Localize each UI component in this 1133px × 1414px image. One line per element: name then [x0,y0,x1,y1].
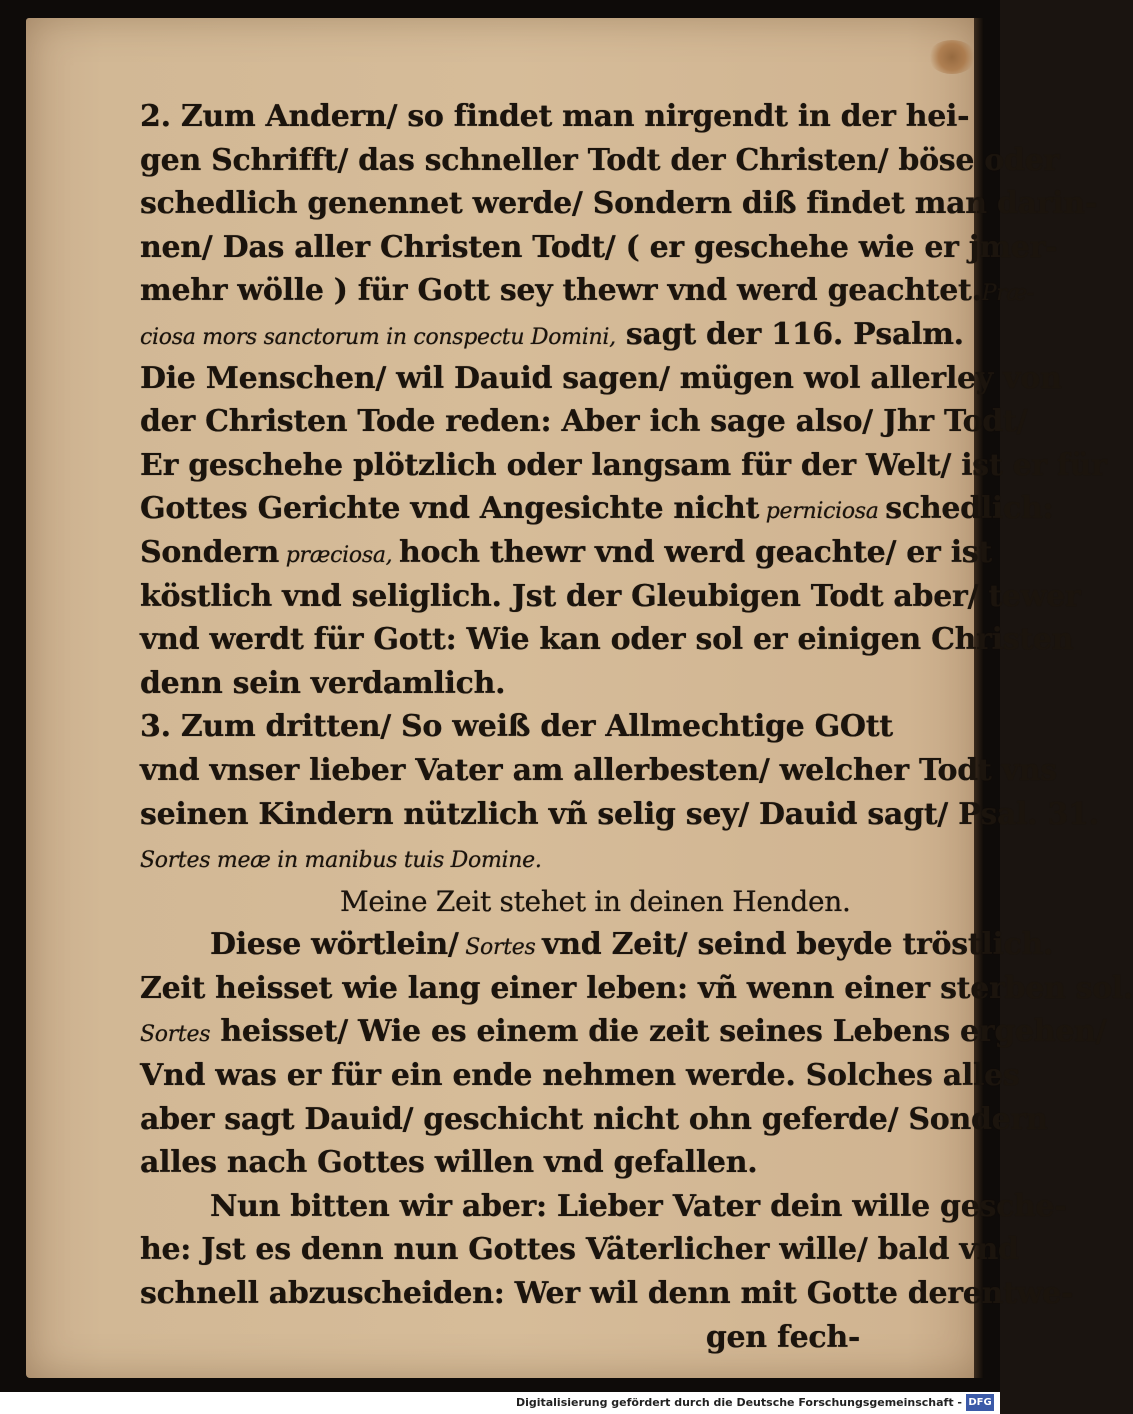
text-run: mehr wölle ) für Gott sey thewr vnd werd geachtet. [140,273,982,309]
text-run: denn sein verdamlich. [140,665,506,701]
text-run: köstlich vnd seliglich. Jst der Gleubigen Todt aber/ tewer [140,578,1081,614]
text-run: gen fech- [705,1319,860,1355]
latin-phrase: Sortes [458,935,543,961]
text-run: Gottes Gerichte vnd Angesichte nicht [140,491,760,527]
text-line [140,531,992,575]
text-run: gen Schrifft/ das schneller Todt der Christen/ böse oder [140,142,1059,178]
text-line [140,749,1057,793]
text-line [140,575,1081,619]
text-run: Nun bitten wir aber: Lieber Vater dein wille gesche- [210,1188,1067,1224]
text-run: Die Menschen/ wil Dauid sagen/ mügen wol allerley von [140,360,1062,396]
text-run: seinen Kindern nützlich vñ selig sey/ Dauid sagt/ Psal. 31. [140,796,1099,832]
latin-phrase: Sortes meæ in manibus tuis Domine. [140,848,542,874]
text-line [140,487,1054,531]
text-line [140,357,1062,401]
text-run: he: Jst es denn nun Gottes Väterlicher wille/ bald vnd [140,1232,1019,1268]
text-line [140,1098,1048,1142]
text-run: Diese wörtlein/ [210,927,459,963]
text-line [140,269,1034,313]
text-run: vnd Zeit/ seind beyde tröstlich. [542,927,1054,963]
text-run: alles nach Gottes willen vnd gefallen. [140,1145,758,1181]
text-run: schedlich: [885,491,1054,527]
text-line [140,182,1098,226]
text-run: sagt der 116. Psalm. [615,316,964,352]
text-line [140,662,960,706]
text-line [140,836,960,880]
footer-credit: Digitalisierung gefördert durch die Deutsche Forschungsgemeinschaft - [515,1396,962,1409]
text-line [140,1141,960,1185]
text-run: Vnd was er für ein ende nehmen werde. Solches alles [140,1058,1020,1094]
text-line [140,793,1099,837]
text-run: aber sagt Dauid/ geschicht nicht ohn geferde/ Sondern [140,1101,1048,1137]
text-line [140,1054,1020,1098]
text-run: Meine Zeit stehet in deinen Henden. [340,884,851,918]
text-line [140,444,1107,488]
text-line [140,1228,1019,1272]
text-line [140,1010,1107,1054]
text-line [140,313,964,357]
text-line [140,1316,960,1360]
dfg-logo: DFG [966,1394,994,1411]
paper-stain [928,40,976,74]
text-line [140,705,960,749]
text-run: vnd vnser lieber Vater am allerbesten/ welcher Todt vns [140,752,1057,788]
text-line [140,923,1054,967]
text-run: nen/ Das aller Christen Todt/ ( er geschehe wie er jmer- [140,229,1058,265]
latin-phrase: ciosa mors sanctorum in conspectu Domini, [140,324,616,350]
text-line [140,1185,1067,1229]
text-line [140,95,970,139]
latin-phrase: Præ- [981,281,1034,307]
text-line [140,618,1074,662]
latin-phrase: perniciosa [759,499,886,525]
text-line [140,226,1058,270]
text-run: 2. Zum Andern/ so findet man nirgendt in der hei- [140,99,970,134]
page-edge [974,18,984,1378]
latin-phrase: præciosa, [279,542,400,568]
text-line [140,400,1028,444]
text-run: schnell abzuscheiden: Wer wil denn mit Gotte derentwe- [140,1276,1074,1312]
text-run: vnd werdt für Gott: Wie kan oder sol er einigen Christen [140,622,1074,658]
text-run: hoch thewr vnd werd geachte/ er ist [399,534,992,570]
text-line [140,880,960,924]
text-run: schedlich genennet werde/ Sondern diß findet man darin- [140,186,1098,222]
text-run: Sondern [140,534,280,570]
text-run: Zeit heisset wie lang einer leben: vñ wenn einer sterben sol. [140,970,1133,1006]
text-run: Er geschehe plötzlich oder langsam für der Welt/ ist er für [140,447,1107,483]
page-text [140,95,1133,1359]
latin-phrase: Sortes [140,1022,211,1048]
text-run: heisset/ Wie es einem die zeit seines Lebens ergehen/ [210,1014,1107,1050]
text-run: 3. Zum dritten/ So weiß der Allmechtige GOtt [140,709,893,745]
text-line [140,1272,1074,1316]
text-run: der Christen Tode reden: Aber ich sage also/ Jhr Todt/ [140,404,1028,440]
text-line [140,139,1059,183]
text-line [140,967,1133,1011]
